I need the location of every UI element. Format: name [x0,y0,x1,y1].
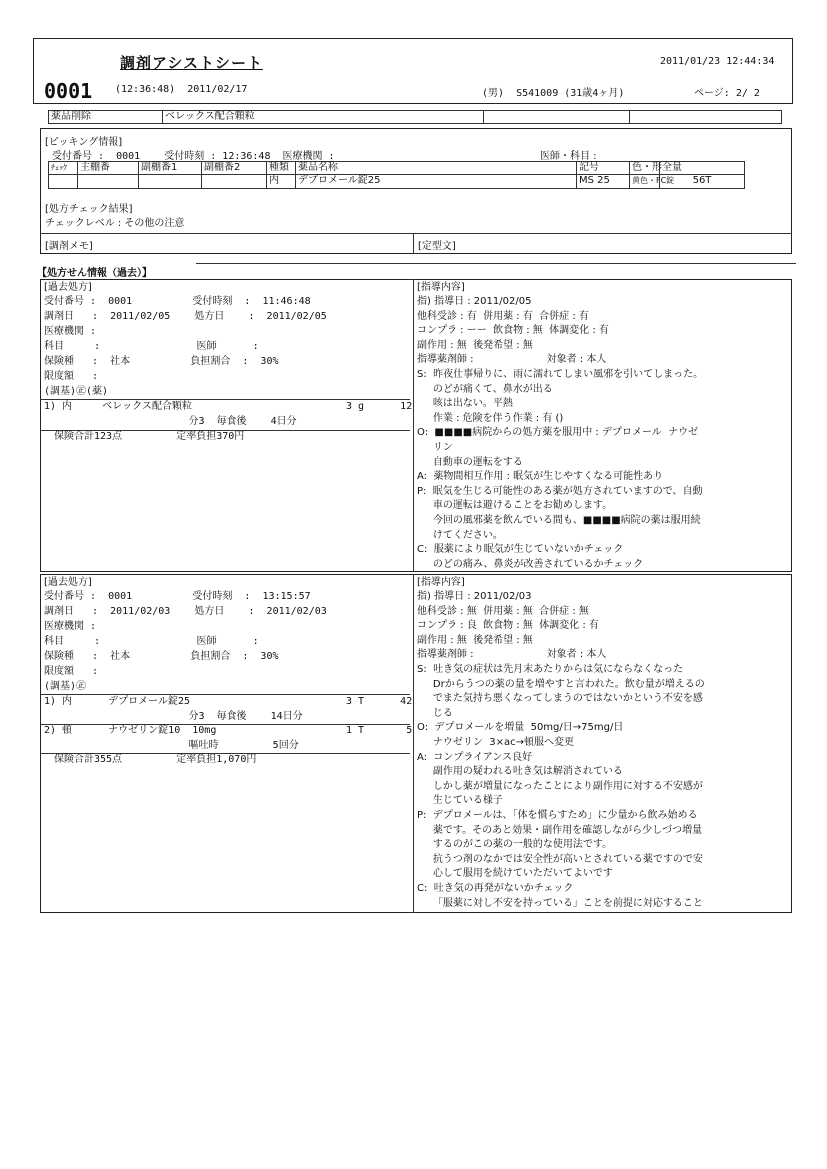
check-section-title: [処方チェック結果] [45,204,133,215]
guide2-line-6: Drからうつの薬の量を増やすと言われた。飲む量が増えるの [417,678,705,690]
past2-section: [過去処方] [44,577,92,588]
guide2-line-1: 他科受診 : 無 併用薬 : 無 合併症 : 無 [417,605,589,617]
past2-line-1: 調剤日 : 2011/02/03 処方日 : 2011/02/03 [44,606,327,617]
guide1-line-7: 咳は出ない。平熱 [417,398,513,410]
past-block-2-divider [413,574,414,913]
past1-line-2: 医療機関 : [44,326,97,337]
past1-line-4: 保険種 : 社本 負担割合 : 30% [44,356,279,367]
past2-line-2: 医療機関 : [44,621,97,632]
drug-delete-blank-1 [483,110,630,124]
past2-panel [44,576,413,910]
guide1-line-6: のどが痛くて、鼻水が出る [417,383,553,395]
past2-rx-2-right: 1 T 5 [346,725,413,736]
memo-template-divider [413,233,414,254]
past-info-title-line [196,263,796,264]
guide1-line-2: コンプラ : ーー 飲食物 : 無 体調変化 : 有 [417,325,609,337]
template-label: [定型文] [418,241,456,252]
row-sub-shelf-2 [201,174,267,189]
past-info-title: 【処方せん情報（過去）】 [37,268,152,279]
guide2-line-8: じる [417,707,453,719]
past2-total: 保険合計355点 定率負担1,070円 [54,754,257,765]
time-date: (12:36:48) 2011/02/17 [115,84,248,95]
col-main-shelf: 主棚番 [77,161,139,175]
guide2-line-18: 抗うつ剤のなかでは安全性が高いとされている薬ですので安 [417,853,703,865]
guide2-line-5: S: 吐き気の症状は先月末あたりからは気にならなくなった [417,664,684,675]
past1-line-6: (調基)㊣(薬) [44,386,109,397]
guide2-line-9: O: デプロメールを増量 50mg/日→75mg/日 [417,722,624,734]
memo-divider [40,233,792,234]
past1-line-3: 科目 : 医師 : [44,341,259,352]
past1-line-0: 受付番号 : 0001 受付時刻 : 11:46:48 [44,296,311,307]
guide2-line-15: P: デプロメールは、「体を慣らすため」に少量から飲み始める [417,810,698,821]
guide2-line-19: 心して服用を続けていただいてよいです [417,868,613,880]
col-kind: 種類 [266,161,296,175]
guide1-line-17: C: 服薬により眠気が生じていないかチェック [417,544,624,556]
sheet-number: 0001 [44,79,93,103]
past2-line-6: (調基)㊣ [44,681,87,692]
guide1-line-8: 作業 : 危険を伴う作業 : 有 () [417,412,564,424]
guide2-line-7: でまた気持ち悪くなってしまうのではないかという不安を感 [417,693,703,705]
past2-line-0: 受付番号 : 0001 受付時刻 : 13:15:57 [44,591,311,602]
picking-doctor: 医師・科目 : [540,151,597,162]
col-check: ﾁｪｯｸ [48,161,78,175]
guide1-line-10: リン [417,442,453,453]
guide1-line-11: 自動車の運転をする [417,456,523,468]
guide2-line-20: C: 吐き気の再発がないかチェック [417,883,574,894]
patient-info: (男) S541009 (31歳4ヶ月) [482,88,625,99]
past2-rx-0-left: 1) 内 デプロメール錠25 [44,696,191,707]
memo-label: [調剤メモ] [45,241,93,252]
drug-delete-value: ベレックス配合顆粒 [162,110,484,124]
past2-line-5: 限度額 : [44,666,99,677]
past1-rx-0-left: 1) 内 ベレックス配合顆粒 [44,401,192,412]
drug-delete-blank-2 [629,110,782,124]
row-check [48,174,78,189]
picking-section-title: [ピッキング情報] [45,137,123,148]
past1-panel [44,281,413,569]
past2-rx-1-left: 分3 毎食後 14日分 [44,711,303,722]
row-kind: 内 [266,174,296,189]
guide2-line-17: するのがこの薬の一般的な使用法です。 [417,839,613,851]
guide2-section: [指導内容] [417,577,465,588]
guide1-line-15: 今回の風邪薬を飲んでいる間も、■■■■病院の薬は服用続 [417,515,701,526]
col-total: 全量 [659,161,745,175]
row-sub-shelf-1 [138,174,202,189]
guide1-line-0: 指) 指導日 : 2011/02/05 [417,296,532,307]
past1-line-1: 調剤日 : 2011/02/05 処方日 : 2011/02/05 [44,311,327,322]
guide1-line-16: けてください。 [417,529,503,541]
guide2-line-13: しかし薬が増量になったことにより副作用に対する不安感が [417,780,703,792]
past2-line-3: 科目 : 医師 : [44,636,259,647]
past2-rx-2-left: 2) 頓 ナウゼリン錠10 10mg [44,725,217,736]
guide1-line-9: O: ■■■■病院からの処方薬を服用中 : デプロメール ナウゼ [417,427,699,439]
past1-line-5: 限度額 : [44,371,99,382]
guide1-line-14: 車の運転は避けることをお勧めします。 [417,500,613,512]
past2-line-4: 保険種 : 社本 負担割合 : 30% [44,651,279,662]
check-level: チェックレベル : その他の注意 [45,218,185,229]
guide2-line-11: A: コンプライアンス良好 [417,751,533,763]
guide1-line-13: P: 眠気を生じる可能性のある薬が処方されていますので、自動 [417,485,703,497]
row-drug-name: デプロメール錠25 [295,174,577,189]
guide1-line-1: 他科受診 : 有 併用薬 : 有 合併症 : 有 [417,310,589,322]
guide1-line-5: S: 昨夜仕事帰りに、雨に濡れてしまい風邪を引いてしまった。 [417,369,704,380]
col-sub-shelf-1: 副棚番1 [138,161,202,175]
past1-rx-0-right: 3 g 12 [346,401,413,412]
col-drug-name: 薬品名称 [295,161,577,175]
guide2-line-14: 生じている様子 [417,795,503,807]
past1-rx-1-left: 分3 毎食後 4日分 [44,416,297,427]
col-code: 記号 [576,161,630,175]
guide2-line-2: コンプラ : 良 飲食物 : 無 体調変化 : 有 [417,620,599,632]
past1-section: [過去処方] [44,282,92,293]
col-color-shape: 色・形 [629,161,660,175]
printed-at: 2011/01/23 12:44:34 [660,56,775,67]
guide1-line-4: 指導薬剤師 : 対象者 : 本人 [417,354,607,366]
past2-rx-3-left: 嘔吐時 5回分 [44,740,299,751]
row-color-shape: 黄色・FC錠 [629,174,660,189]
drug-delete-label: 薬品削除 [48,110,163,124]
row-total: 56T [659,174,745,189]
guide2-panel [417,576,789,910]
past-block-1-divider [413,279,414,572]
guide2-line-4: 指導薬剤師 : 対象者 : 本人 [417,649,607,661]
guide2-line-21: 「服薬に対し不安を持っている」ことを前提に対応すること [417,897,703,909]
guide1-line-3: 副作用 : 無 後発希望 : 無 [417,339,533,351]
sheet-title: 調剤アシストシート [120,54,263,72]
guide2-line-12: 副作用の疑われる吐き気は解消されている [417,766,623,778]
guide1-section: [指導内容] [417,282,465,293]
picking-reception-row: 受付番号 : 0001 受付時刻 : 12:36:48 医療機関 : [52,151,335,162]
row-code: MS 25 [576,174,630,189]
guide1-line-12: A: 薬物間相互作用 : 眠気が生じやすくなる可能性あり [417,471,664,483]
guide2-line-0: 指) 指導日 : 2011/02/03 [417,591,532,602]
row-main-shelf [77,174,139,189]
past1-total: 保険合計123点 定率負担370円 [54,431,245,442]
guide2-line-10: ナウゼリン 3×ac→頓服へ変更 [417,737,574,748]
guide2-line-16: 薬です。そのあと効果・副作用を確認しながら少しづつ増量 [417,824,703,836]
past2-rx-0-right: 3 T 42 [346,696,413,707]
page-number: ページ: 2/ 2 [694,88,760,99]
col-sub-shelf-2: 副棚番2 [201,161,267,175]
guide1-panel [417,281,789,569]
guide1-line-18: のどの痛み、鼻炎が改善されているかチェック [417,558,644,570]
guide2-line-3: 副作用 : 無 後発希望 : 無 [417,634,533,646]
